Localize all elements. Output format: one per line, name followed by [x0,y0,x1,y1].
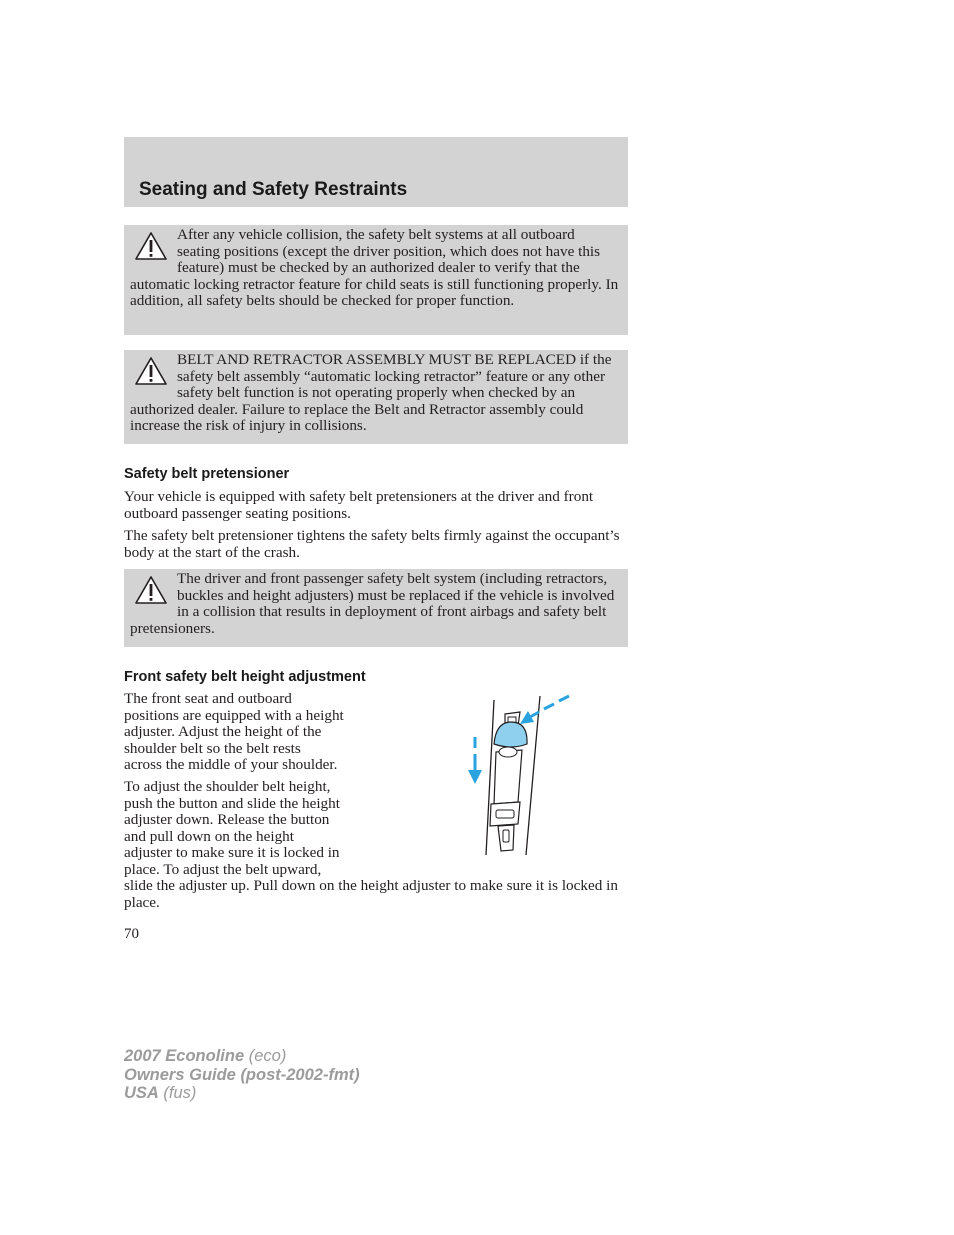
text-line: To adjust the shoulder belt height, [124,778,331,795]
footer-guide-name: Owners Guide (post-2002-fmt) [124,1065,360,1084]
text-line: place. To adjust the belt upward, [124,860,322,878]
text-line: and pull down on the height [124,827,294,845]
document-footer [124,1047,360,1103]
warning-box-pretensioner-replacement [124,569,628,647]
text-line: The front seat and outboard [124,690,292,707]
warning-text: BELT AND RETRACTOR ASSEMBLY MUST BE REPLACED if the safety belt assembly “automatic locking retractor” feature or any other safety belt function is not operating properly when checked by an authorized dealer. Failure to replace the Belt and Retractor assembly could increase the risk of injury in collisions. [130,351,612,434]
footer-model-code: (eco) [244,1047,287,1065]
text-line: adjuster to make sure it is locked in [124,844,340,861]
heading-safety-belt-pretensioner: Safety belt pretensioner [124,466,290,482]
footer-market: USA [124,1084,159,1102]
section-title: Seating and Safety Restraints [139,179,408,200]
footer-market-code: (fus) [158,1084,197,1102]
warning-text: The driver and front passenger safety belt system (including retractors, buckles and height adjusters) must be replaced if the vehicle is involved in a collision that results in deployment of front airbags and safety belt pretensioners. [130,570,615,637]
text-line: across the middle of your shoulder. [124,756,338,773]
text-line: adjuster. Adjust the height of the [124,723,322,740]
footer-line-2 [124,1066,360,1085]
text-line: adjuster down. Release the button [124,811,330,828]
footer-line-1 [124,1047,360,1066]
footer-line-3 [124,1084,360,1103]
warning-box-belt-replacement [124,350,628,444]
page-number: 70 [124,926,139,942]
text-line: slide the adjuster up. Pull down on the height adjuster to make sure it is locked in place. [124,877,618,911]
warning-triangle-icon [134,356,168,386]
heading-front-belt-height-adjustment: Front safety belt height adjustment [124,669,366,685]
text-line: shoulder belt so the belt rests [124,739,301,757]
warning-text: After any vehicle collision, the safety belt systems at all outboard seating positions (except the driver position, which does not have this feature) must be checked by an authorized dealer to verify that the automatic locking retractor feature for child seats is still functioning properly. In addition, all safety belts should be checked for proper function. [130,226,619,309]
height-adjustment-paragraph-1 [124,691,384,774]
text-line: push the button and slide the height [124,794,340,812]
footer-model: 2007 Econoline [124,1047,245,1065]
pretensioner-paragraph-1: Your vehicle is equipped with safety belt pretensioners at the driver and front outboard passenger seating positions. [124,488,594,522]
warning-triangle-icon [134,231,168,261]
pretensioner-paragraph-2: The safety belt pretensioner tightens the safety belts firmly against the occupant’s body at the start of the crash. [124,527,620,561]
belt-height-adjuster-illustration [456,692,574,862]
warning-box-collision-check [124,225,628,335]
warning-triangle-icon [134,575,168,605]
text-line: positions are equipped with a height [124,706,344,724]
